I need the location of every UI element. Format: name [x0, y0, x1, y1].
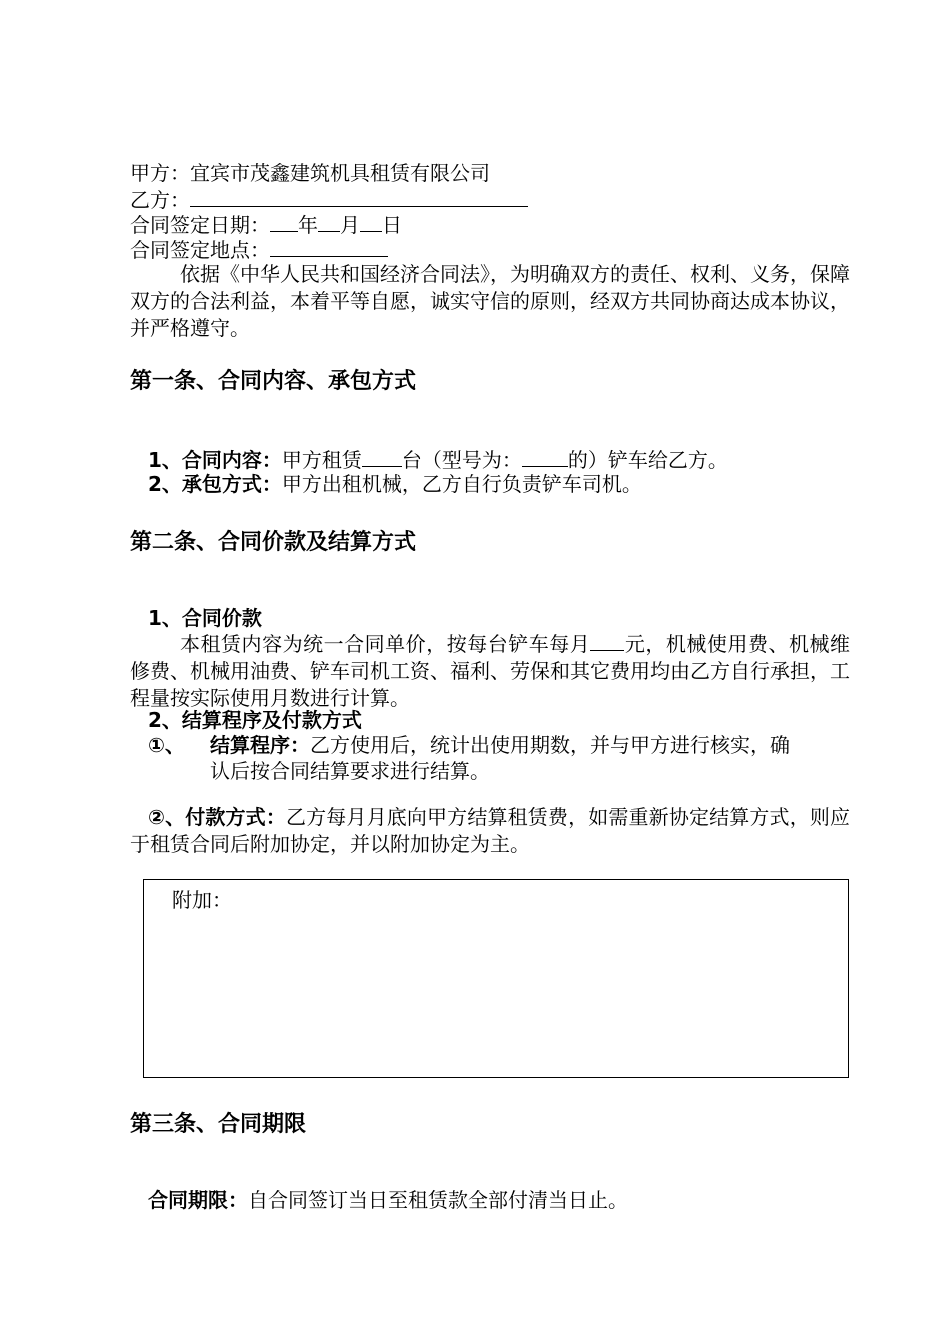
settlement-text-b: 认后按合同结算要求进行结算。 [210, 759, 490, 783]
article1-title: 第一条、合同内容、承包方式 [130, 369, 417, 394]
sign-date-label: 合同签定日期： [130, 213, 270, 237]
year-blank [270, 211, 298, 232]
day-label: 日 [382, 213, 402, 237]
month-blank [318, 211, 340, 232]
place-blank [270, 236, 388, 257]
quantity-blank [362, 446, 402, 467]
price-paragraph [130, 630, 850, 712]
year-label: 年 [298, 213, 318, 237]
item1-text-c: 的）铲车给乙方。 [567, 448, 728, 472]
article2-sub1: 1、合同价款 [148, 606, 262, 630]
day-blank [360, 211, 382, 232]
payment-label: ②、付款方式： [148, 805, 286, 829]
settlement-item [148, 732, 185, 758]
term-label: 合同期限： [148, 1188, 248, 1212]
sign-place-label: 合同签定地点： [130, 238, 270, 262]
party-b [130, 186, 528, 213]
settlement-num: ①、 [148, 733, 185, 757]
party-b-blank [190, 186, 528, 207]
item2-label: 2、承包方式： [148, 472, 282, 496]
party-b-label: 乙方： [130, 188, 190, 212]
settlement-body [210, 732, 790, 758]
party-a: 甲方：宜宾市茂鑫建筑机具租赁有限公司 [130, 161, 490, 185]
sign-place [130, 236, 388, 263]
item1-label: 1、合同内容： [148, 448, 282, 472]
term-line [148, 1187, 628, 1213]
article3-title: 第三条、合同期限 [130, 1112, 307, 1137]
settlement-label: 结算程序： [210, 733, 310, 757]
intro-paragraph: 依据《中华人民共和国经济合同法》，为明确双方的责任、权利、义务，保障双方的合法利益，本着平等自愿，诚实守信的原则，经双方共同协商达成本协议，并严格遵守。 [130, 262, 850, 340]
price-text-b: 元，机械使用费、机械维修费、机械用油费、铲车司机工资、福利、劳保和其它费用均由乙方自行承担，工程量按实际使用月数进行计算。 [130, 632, 851, 710]
article2-sub2: 2、结算程序及付款方式 [148, 708, 362, 732]
addendum-label: 附加： [172, 888, 232, 912]
payment-text: 乙方每月月底向甲方结算租赁费，如需重新协定结算方式，则应于租赁合同后附加协定，并以附加协定为主。 [130, 805, 851, 856]
article2-title: 第二条、合同价款及结算方式 [130, 530, 417, 555]
item1-text-b: 台（型号为： [401, 448, 522, 472]
payment-paragraph [130, 804, 850, 858]
addendum-box [143, 879, 849, 1078]
article1-item2 [148, 471, 642, 497]
article1-item1 [148, 446, 728, 473]
price-text-a: 本租赁内容为统一合同单价，按每台铲车每月 [180, 632, 591, 656]
month-label: 月 [340, 213, 360, 237]
price-blank [590, 630, 624, 651]
item2-text: 甲方出租机械，乙方自行负责铲车司机。 [281, 472, 642, 496]
sign-date [130, 211, 402, 238]
settlement-text-a: 乙方使用后，统计出使用期数，并与甲方进行核实，确 [310, 733, 790, 757]
term-text: 自合同签订当日至租赁款全部付清当日止。 [248, 1188, 628, 1212]
item1-text-a: 甲方租赁 [281, 448, 362, 472]
model-blank [522, 446, 568, 467]
